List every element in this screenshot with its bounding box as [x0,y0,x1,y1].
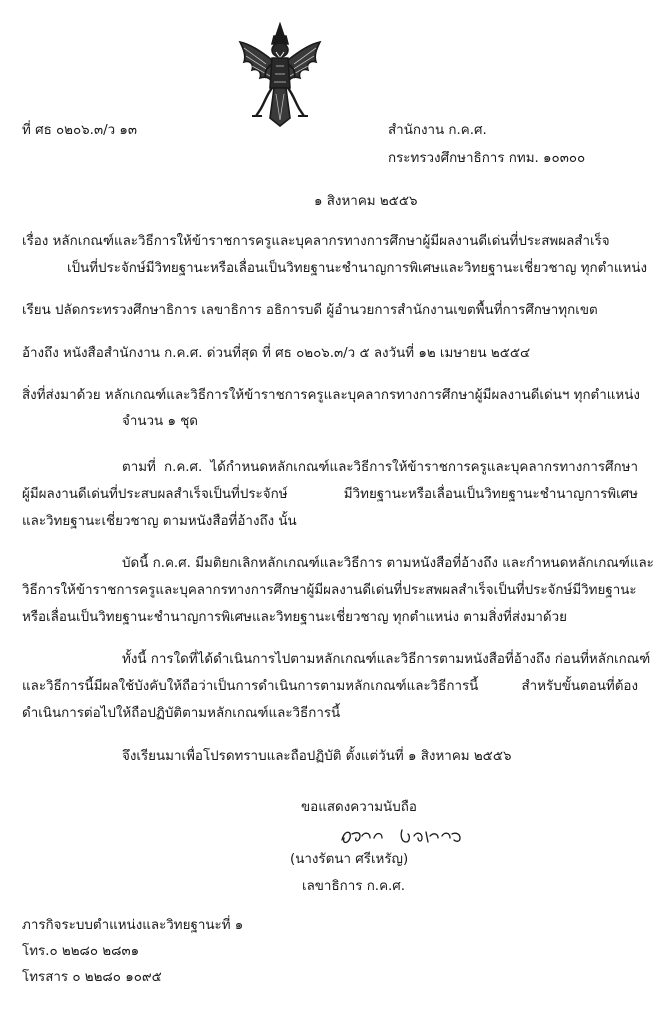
closing-regards: ขอแสดงความนับถือ [301,800,417,815]
subject-line-2: เป็นที่ประจักษ์มีวิทยฐานะหรือเลื่อนเป็นวิทยฐานะชำนาญการพิเศษและวิทยฐานะเชี่ยวชาญ ทุกตำแหน่ง [67,261,648,276]
subject-line-1: เรื่อง หลักเกณฑ์และวิธีการให้ข้าราชการครูและบุคลากรทางการศึกษาผู้มีผลงานดีเด่นที่ประสพผลสำเร็จ [22,234,610,249]
paragraph-1-line-2: ผู้มีผลงานดีเด่นที่ประสบผลสำเร็จเป็นที่ประจักษ์ มีวิทยฐานะหรือเลื่อนเป็นวิทยฐานะชำนาญการพิเศษ [22,487,638,502]
paragraph-1-line-3: และวิทยฐานะเชี่ยวชาญ ตามหนังสือที่อ้างถึง นั้น [22,514,297,529]
signer-name: (นางรัตนา ศรีเหรัญ) [290,852,409,867]
letter-date: ๑ สิงหาคม ๒๕๕๖ [314,194,418,209]
garuda-emblem-icon [236,22,324,132]
paragraph-1-line-1: ตามที่ ก.ค.ศ. ได้กำหนดหลักเกณฑ์และวิธีการให้ข้าราชการครูและบุคลากรทางการศึกษา [122,460,638,475]
paragraph-2-line-3: หรือเลื่อนเป็นวิทยฐานะชำนาญการพิเศษและวิทยฐานะเชี่ยวชาญ ทุกตำแหน่ง ตามสิ่งที่ส่งมาด้วย [22,610,567,625]
paragraph-3-line-1: ทั้งนี้ การใดที่ได้ดำเนินการไปตามหลักเกณฑ์และวิธีการตามหนังสือที่อ้างถึง ก่อนที่หลักเกณฑ์ [122,652,651,667]
salutation: เรียน ปลัดกระทรวงศึกษาธิการ เลขาธิการ อธิการบดี ผู้อำนวยการสำนักงานเขตพื้นที่การศึกษาทุกเขต [22,303,598,318]
handwritten-signature [338,826,468,848]
office-address: กระทรวงศึกษาธิการ กทม. ๑๐๓๐๐ [388,151,586,166]
paragraph-4: จึงเรียนมาเพื่อโปรดทราบและถือปฏิบัติ ตั้งแต่วันที่ ๑ สิงหาคม ๒๕๕๖ [122,749,512,764]
paragraph-2-line-1: บัดนี้ ก.ค.ศ. มีมติยกเลิกหลักเกณฑ์และวิธีการ ตามหนังสือที่อ้างถึง และกำหนดหลักเกณฑ์และ [122,556,654,571]
paragraph-2-line-2: วิธีการให้ข้าราชการครูและบุคลากรทางการศึกษาผู้มีผลงานดีเด่นที่ประสพผลสำเร็จเป็นที่ประจักษ์มีวิทยฐานะ [22,583,637,598]
footer-unit: ภารกิจระบบตำแหน่งและวิทยฐานะที่ ๑ [22,918,244,933]
footer-fax: โทรสาร ๐ ๒๒๘๐ ๑๐๙๕ [22,970,162,985]
reference: อ้างถึง หนังสือสำนักงาน ก.ค.ศ. ด่วนที่สุด ที่ ศธ ๐๒๐๖.๓/ว ๕ ลงวันที่ ๑๒ เมษายน ๒๕๕๔ [22,346,531,361]
document-number: ที่ ศธ ๐๒๐๖.๓/ว ๑๓ [22,123,138,138]
enclosure-line-2: จำนวน ๑ ชุด [122,414,198,429]
enclosure-line-1: สิ่งที่ส่งมาด้วย หลักเกณฑ์และวิธีการให้ข้าราชการครูและบุคลากรทางการศึกษาผู้มีผลงานดีเด่นฯ ทุกตำแหน่ง [22,388,640,403]
signer-title: เลขาธิการ ก.ค.ศ. [302,879,406,894]
paragraph-3-line-2: และวิธีการนี้มีผลใช้บังคับให้ถือว่าเป็นการดำเนินการตามหลักเกณฑ์และวิธีการนี้ สำหรับขั้นตอนที่ต้อง [22,679,638,694]
paragraph-3-line-3: ดำเนินการต่อไปให้ถือปฏิบัติตามหลักเกณฑ์และวิธีการนี้ [22,706,341,721]
footer-phone: โทร.๐ ๒๒๘๐ ๒๘๓๑ [22,944,140,959]
office-name: สำนักงาน ก.ค.ศ. [388,123,487,138]
